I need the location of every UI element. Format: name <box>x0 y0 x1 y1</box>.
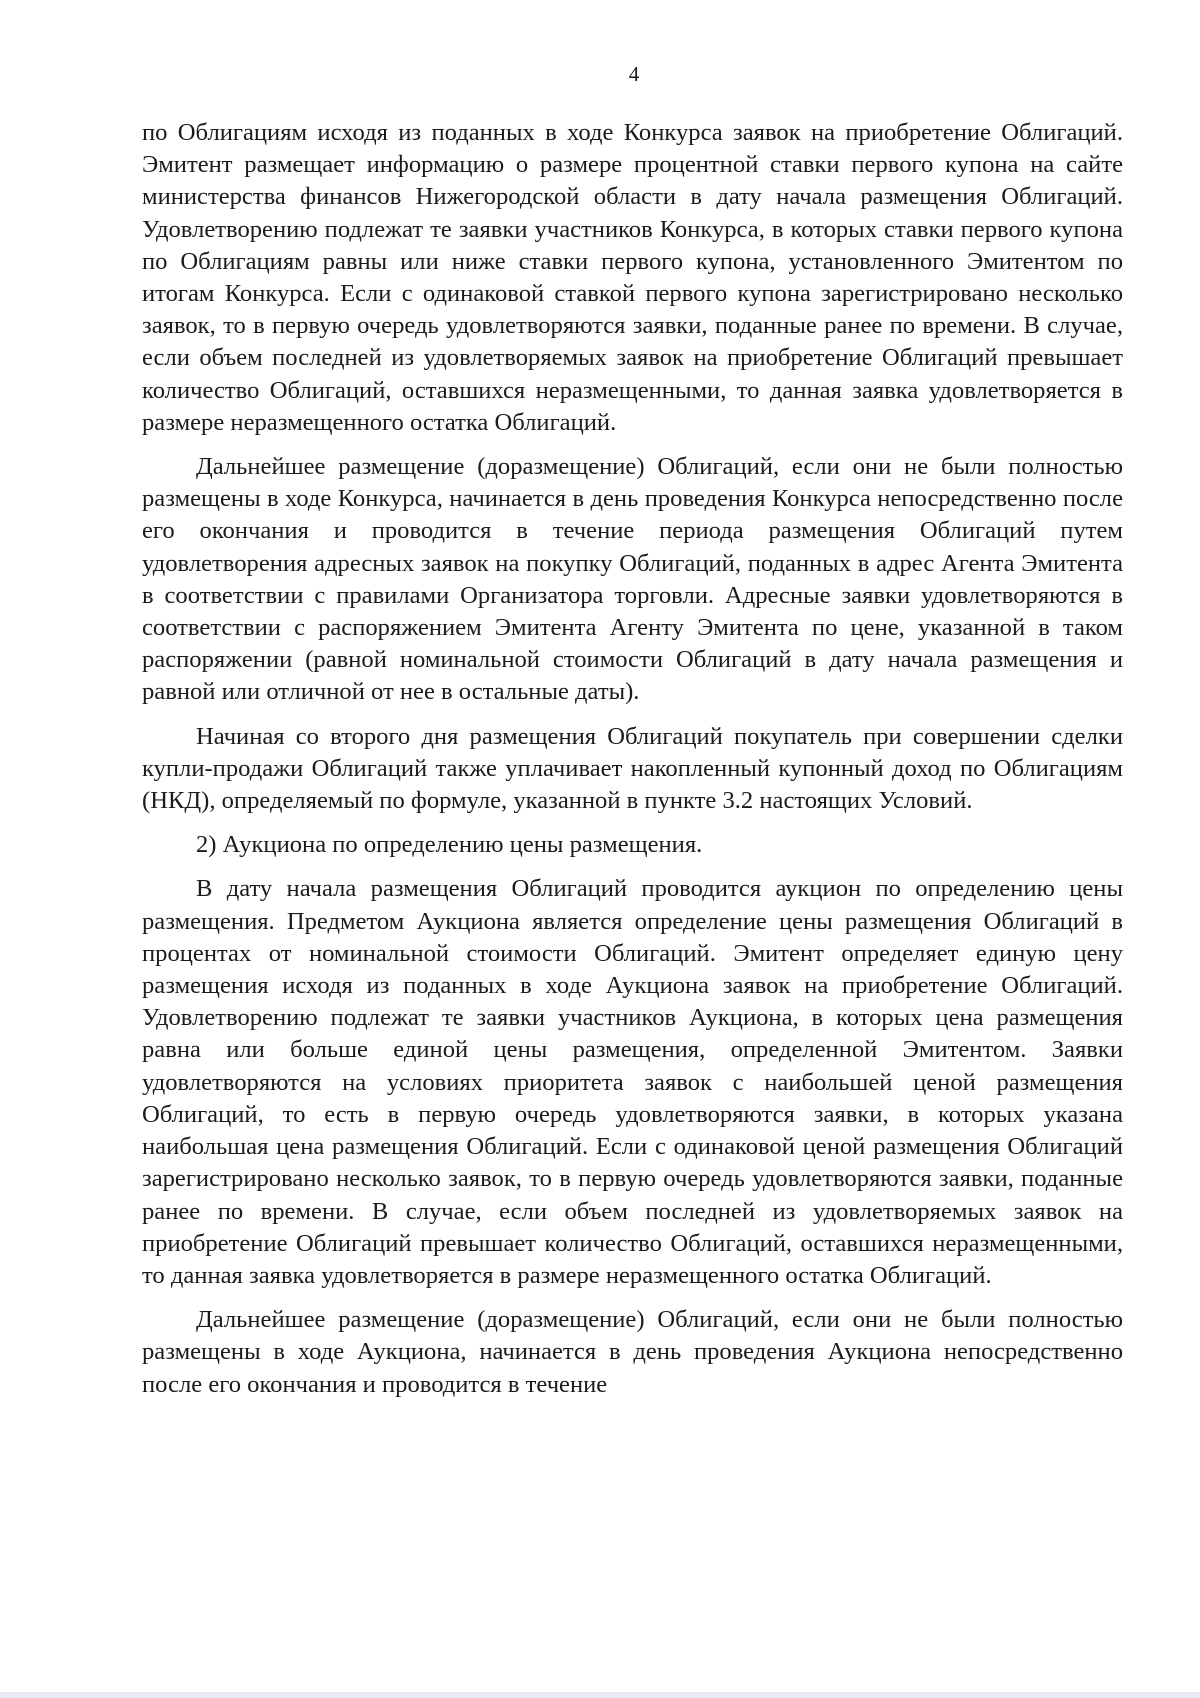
paragraph-auction-additional-placement: Дальнейшее размещение (доразмещение) Облигаций, если они не были полностью размещены в ходе Аукциона, начинается в день проведения Аукциона непосредственно после его окончания и проводится в течение <box>142 1306 1123 1398</box>
paragraph-konkurs-additional-placement: Дальнейшее размещение (доразмещение) Облигаций, если они не были полностью размещены в ходе Конкурса, начинается в день проведения Конкурса непосредственно после его окончания и проводится в течение периода размещения Облигаций путем удовлетворения адресных заявок на покупку Облигаций, поданных в адрес Агента Эмитента в соответствии с правилами Организатора торговли. Адресные заявки удовлетворяются в соответствии с распоряжением Эмитента Агенту Эмитента по цене, указанной в таком распоряжении (равной номинальной стоимости Облигаций в дату начала размещения и равной или отличной от нее в остальные даты). <box>142 453 1123 706</box>
document-body <box>142 117 1123 1401</box>
paragraph-konkurs-results: по Облигациям исходя из поданных в ходе Конкурса заявок на приобретение Облигаций. Эмитент размещает информацию о размере процентной ставки первого купона на сайте министерства финансов Нижегородской области в дату начала размещения Облигаций. Удовлетворению подлежат те заявки участников Конкурса, в которых ставки первого купона по Облигациям равны или ниже ставки первого купона, установленного Эмитентом по итогам Конкурса. Если с одинаковой ставкой первого купона зарегистрировано несколько заявок, то в первую очередь удовлетворяются заявки, поданные ранее по времени. В случае, если объем последней из удовлетворяемых заявок на приобретение Облигаций превышает количество Облигаций, оставшихся неразмещенными, то данная заявка удовлетворяется в размере неразмещенного остатка Облигаций. <box>142 119 1123 436</box>
scan-bottom-edge <box>0 1692 1200 1698</box>
paragraph-auction-price: В дату начала размещения Облигаций проводится аукцион по определению цены размещения. Предметом Аукциона является определение цены размещения Облигаций в процентах от номинальной стоимости Облигаций. Эмитент определяет единую цену размещения исходя из поданных в ходе Аукциона заявок на приобретение Облигаций. Удовлетворению подлежат те заявки участников Аукциона, в которых цена размещения равна или больше единой цены размещения, определенной Эмитентом. Заявки удовлетворяются на условиях приоритета заявок с наибольшей ценой размещения Облигаций, то есть в первую очередь удовлетворяются заявки, в которых указана наибольшая цена размещения Облигаций. Если с одинаковой ценой размещения Облигаций зарегистрировано несколько заявок, то в первую очередь удовлетворяются заявки, поданные ранее по времени. В случае, если объем последней из удовлетворяемых заявок на приобретение Облигаций превышает количество Облигаций, оставшихся неразмещенными, то данная заявка удовлетворяется в размере неразмещенного остатка Облигаций. <box>142 875 1123 1289</box>
paragraph-auction-heading: 2) Аукциона по определению цены размещения. <box>196 831 703 859</box>
paragraph-accrued-coupon-income: Начиная со второго дня размещения Облигаций покупатель при совершении сделки купли-продажи Облигаций также уплачивает накопленный купонный доход по Облигациям (НКД), определяемый по формуле, указанной в пункте 3.2 настоящих Условий. <box>142 722 1123 815</box>
page-number: 4 <box>628 62 640 86</box>
